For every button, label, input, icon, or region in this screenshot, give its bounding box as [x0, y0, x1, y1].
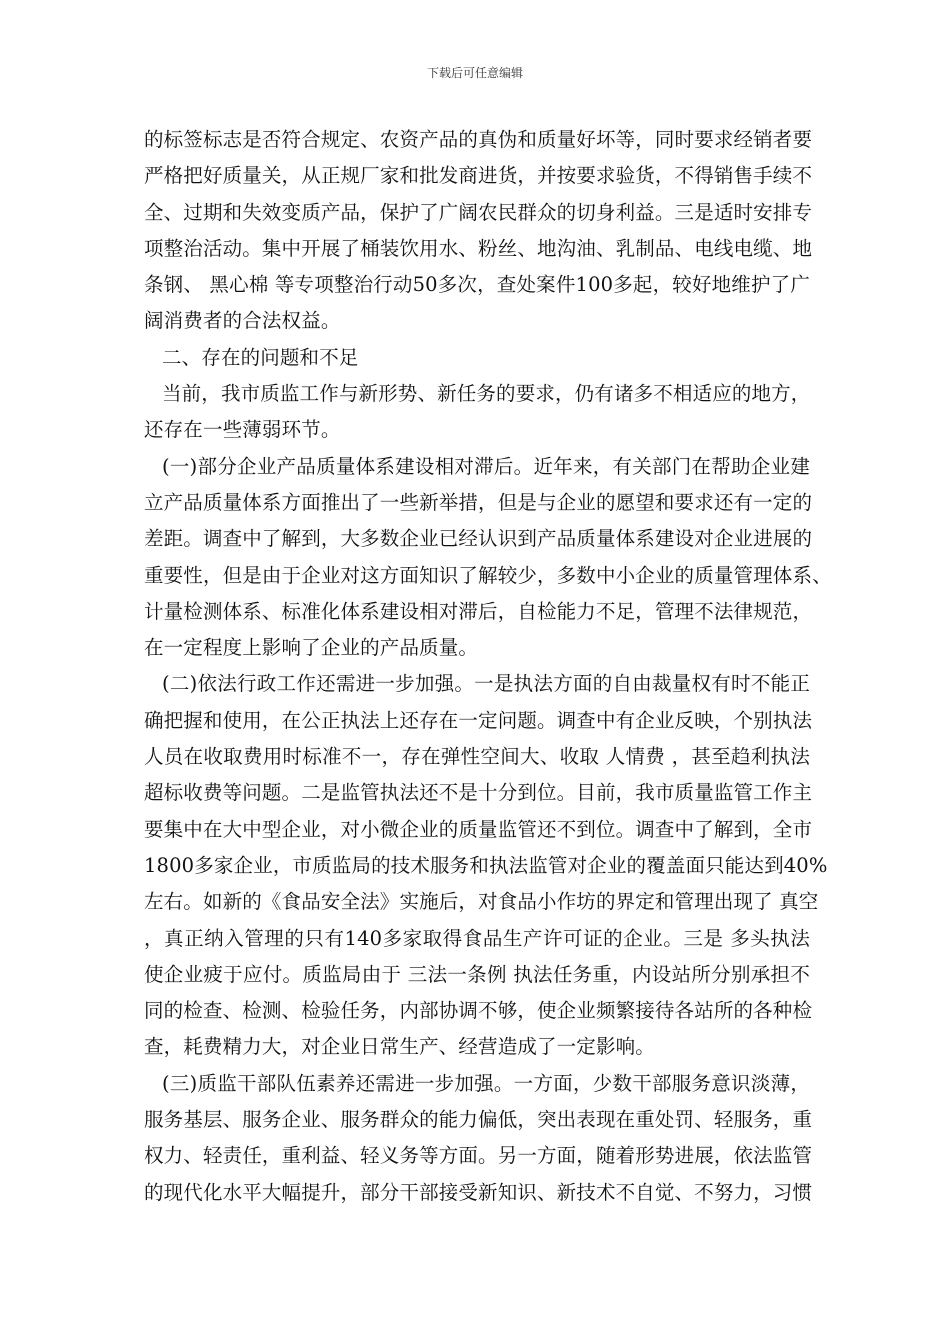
text-line: 的标签标志是否符合规定、农资产品的真伪和质量好坏等，同时要求经销者要	[144, 128, 813, 151]
text-line: 阔消费者的合法权益。	[144, 309, 341, 333]
text-line: 权力、轻责任，重利益、轻义务等方面。另一方面，随着形势进展，依法监管	[144, 1144, 813, 1168]
text-line: 在一定程度上影响了企业的产品质量。	[144, 636, 479, 660]
text-line: ，真正纳入管理的只有140多家取得食品生产许可证的企业。三是 多头执法	[144, 926, 810, 950]
text-line: 当前，我市质监工作与新形势、新任务的要求，仍有诸多不相适应的地方，	[162, 382, 811, 406]
text-line: 服务基层、服务企业、服务群众的能力偏低，突出表现在重处罚、轻服务，重	[144, 1108, 813, 1132]
page-header: 下载后可任意编辑	[426, 66, 523, 80]
text-line: 人员在收取费用时标准不一，存在弹性空间大、收取 人情费 ，甚至趋利执法	[144, 745, 810, 769]
text-line: 的现代化水平大幅提升，部分干部接受新知识、新技术不自觉、不努力，习惯	[144, 1180, 813, 1204]
text-line: 重要性，但是由于企业对这方面知识了解较少，多数中小企业的质量管理体系、	[144, 563, 832, 587]
text-line: 还存在一些薄弱环节。	[144, 418, 341, 442]
text-line: 使企业疲于应付。质监局由于 三法一条例 执法任务重，内设站所分别承担不	[144, 962, 810, 986]
text-line: 全、过期和失效变质产品，保护了广阔农民群众的切身利益。三是适时安排专	[144, 200, 813, 224]
text-line: 1800多家企业，市质监局的技术服务和执法监管对企业的覆盖面只能达到40%	[144, 853, 828, 877]
section-heading: 二、存在的问题和不足	[162, 345, 359, 369]
text-line: 左右。如新的《食品安全法》实施后，对食品小作坊的界定和管理出现了 真空	[144, 890, 819, 914]
text-line: (一)部分企业产品质量体系建设相对滞后。近年来，有关部门在帮助企业建	[162, 454, 810, 478]
text-line: 同的检查、检测、检验任务，内部协调不够，使企业频繁接待各站所的各种检	[144, 999, 813, 1023]
text-line: 查，耗费精力大，对企业日常生产、经营造成了一定影响。	[144, 1035, 655, 1059]
text-line: 严格把好质量关，从正规厂家和批发商进货，并按要求验货，不得销售手续不	[144, 164, 813, 188]
text-line: 要集中在大中型企业，对小微企业的质量监管还不到位。调查中了解到，全市	[144, 817, 813, 841]
text-line: (二)依法行政工作还需进一步加强。一是执法方面的自由裁量权有时不能正	[162, 672, 810, 696]
text-line: 立产品质量体系方面推出了一些新举措，但是与企业的愿望和要求还有一定的	[144, 490, 813, 514]
text-line: 超标收费等问题。二是监管执法还不是十分到位。目前，我市质量监管工作主	[144, 781, 813, 805]
text-line: (三)质监干部队伍素养还需进一步加强。一方面，少数干部服务意识淡薄，	[162, 1071, 810, 1095]
text-line: 确把握和使用，在公正执法上还存在一定问题。调查中有企业反映，个别执法	[144, 708, 813, 732]
text-line: 条钢、 黑心棉 等专项整治行动50多次，查处案件100多起，较好地维护了广	[144, 273, 810, 297]
document-body	[144, 122, 832, 1211]
text-line: 项整治活动。集中开展了桶装饮用水、粉丝、地沟油、乳制品、电线电缆、地	[144, 236, 813, 260]
text-line: 计量检测体系、标准化体系建设相对滞后，自检能力不足，管理不法律规范，	[144, 599, 813, 623]
text-line: 差距。调查中了解到，大多数企业已经认识到产品质量体系建设对企业进展的	[144, 527, 813, 551]
